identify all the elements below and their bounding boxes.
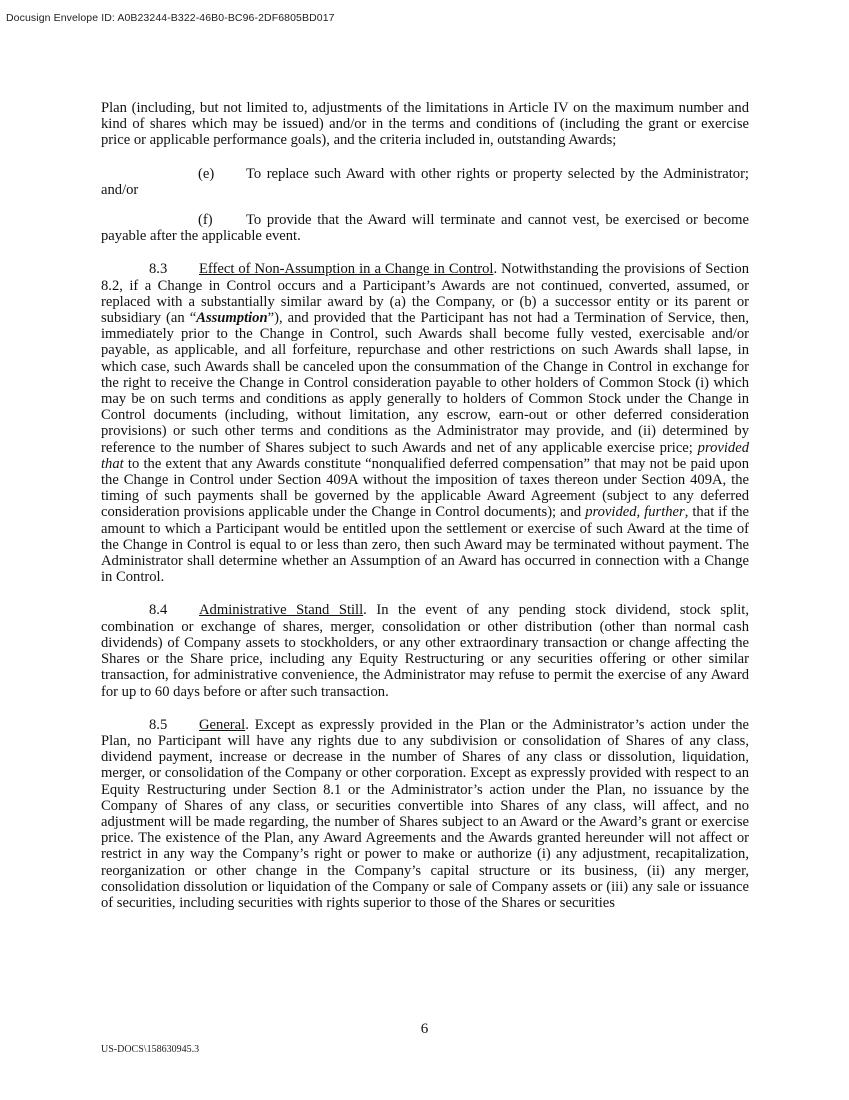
section-8-5 [101,717,749,911]
item-f-label: (f) [198,212,213,229]
section-8-3-heading: Effect of Non-Assumption in a Change in Control [199,261,494,278]
list-item-e [101,166,749,198]
defined-term-assumption: Assumption [196,310,268,327]
envelope-id: Docusign Envelope ID: A0B23244-B322-46B0-BC96-2DF6805BD017 [6,12,335,24]
section-8-3-text-3: to the extent that any Awards constitute “nonqualified deferred compensation” that may not be paid upon the Change in Control under Section 409A without the imposition of taxes thereon under Section 409A, the timing of such payments shall be governed by the applicable Award Agreement (subject to any deferred consideration provisions applicable under the Change in Control documents); and [101,455,749,521]
intro-paragraph: Plan (including, but not limited to, adjustments of the limitations in Article IV on the maximum number and kind of shares which may be issued) and/or in the terms and conditions of (including the grant or exercise price or applicable performance goals), and the criteria included in, outstanding Awards; [101,100,749,149]
section-8-4 [101,602,749,699]
document-id: US-DOCS\158630945.3 [101,1044,200,1055]
section-8-3-text-4: , that if the amount to which a Participant would be entitled upon the settlement or exercise of such Award at the time of the Change in Control is equal to or less than zero, then such Award may be terminated without payment. The Administrator shall determine whether an Assumption of an Award has occurred in connection with a Change in Control. [101,504,749,586]
section-8-3-italic-1: provided that [101,439,749,472]
section-8-5-heading: General [199,716,246,733]
section-8-3-text-2: ”), and provided that the Participant has not had a Termination of Service, then, immediately prior to the Change in Control, such Awards shall become fully vested, exercisable and/or payable, as applicable, and all forfeiture, repurchase and other restrictions on such Awards shall lapse, in which case, such Awards shall be canceled upon the consummation of the Change in Control in exchange for the right to receive the Change in Control consideration payable to other holders of Common Stock (i) which may be on such terms and conditions as apply generally to holders of Common Stock under the Change in Control documents (including, without limitation, any escrow, earn-out or other deferred consideration provisions) or such other terms and conditions as the Administrator may provide, and (ii) determined by reference to the number of Shares subject to such Awards and net of any applicable exercise price; [101,310,750,456]
section-8-3-number: 8.3 [149,261,168,278]
section-8-5-number: 8.5 [149,716,168,733]
item-e-text: To replace such Award with other rights or property selected by the Administrator; and/or [101,165,749,198]
document-body [101,100,749,911]
section-8-3 [101,261,749,585]
item-e-label: (e) [198,165,215,182]
item-f-text: To provide that the Award will terminate and cannot vest, be exercised or become payable after the applicable event. [101,212,749,245]
section-8-3-text-1: . Notwithstanding the provisions of Section 8.2, if a Change in Control occurs and a Participant’s Awards are not continued, converted, assumed, or replaced with a substantially similar award by (a) the Company, or (b) a successor entity or its parent or subsidiary (an “ [101,261,749,327]
section-8-5-text: . Except as expressly provided in the Plan or the Administrator’s action under the Plan, no Participant will have any rights due to any subdivision or consolidation of Shares of any class, dividend payment, increase or decrease in the number of Shares of any class or dissolution, liquidation, merger, or consolidation of the Company or other corporation. Except as expressly provided with respect to an Equity Restructuring under Section 8.1 or the Administrator’s action under the Plan, no issuance by the Company of Shares of any class, or securities convertible into Shares of any class, will affect, and no adjustment will be made regarding, the number of Shares subject to an Award or the Award’s grant or exercise price. The existence of the Plan, any Award Agreements and the Awards granted hereunder will not affect or restrict in any way the Company’s right or power to make or authorize (i) any adjustment, recapitalization, reorganization or other change in the Company’s capital structure or its business, (ii) any merger, consolidation dissolution or liquidation of the Company or sale of Company assets or (iii) any sale or issuance of securities, including securities with rights superior to those of the Shares or securities [101,716,749,911]
list-item-f [101,212,749,244]
section-8-4-heading: Administrative Stand Still [199,602,364,619]
section-8-4-text: . In the event of any pending stock dividend, stock split, combination or exchange of shares, merger, consolidation or other distribution (other than normal cash dividends) of Company assets to stockholders, or any other extraordinary transaction or change affecting the Shares or the Share price, including any Equity Restructuring or any securities offering or other similar transaction, for administrative convenience, the Administrator may refuse to permit the exercise of any Award for up to 60 days before or after such transaction. [101,602,749,700]
section-8-4-number: 8.4 [149,602,168,619]
page-number: 6 [420,1021,429,1037]
section-8-3-italic-2: provided, further [585,504,685,521]
